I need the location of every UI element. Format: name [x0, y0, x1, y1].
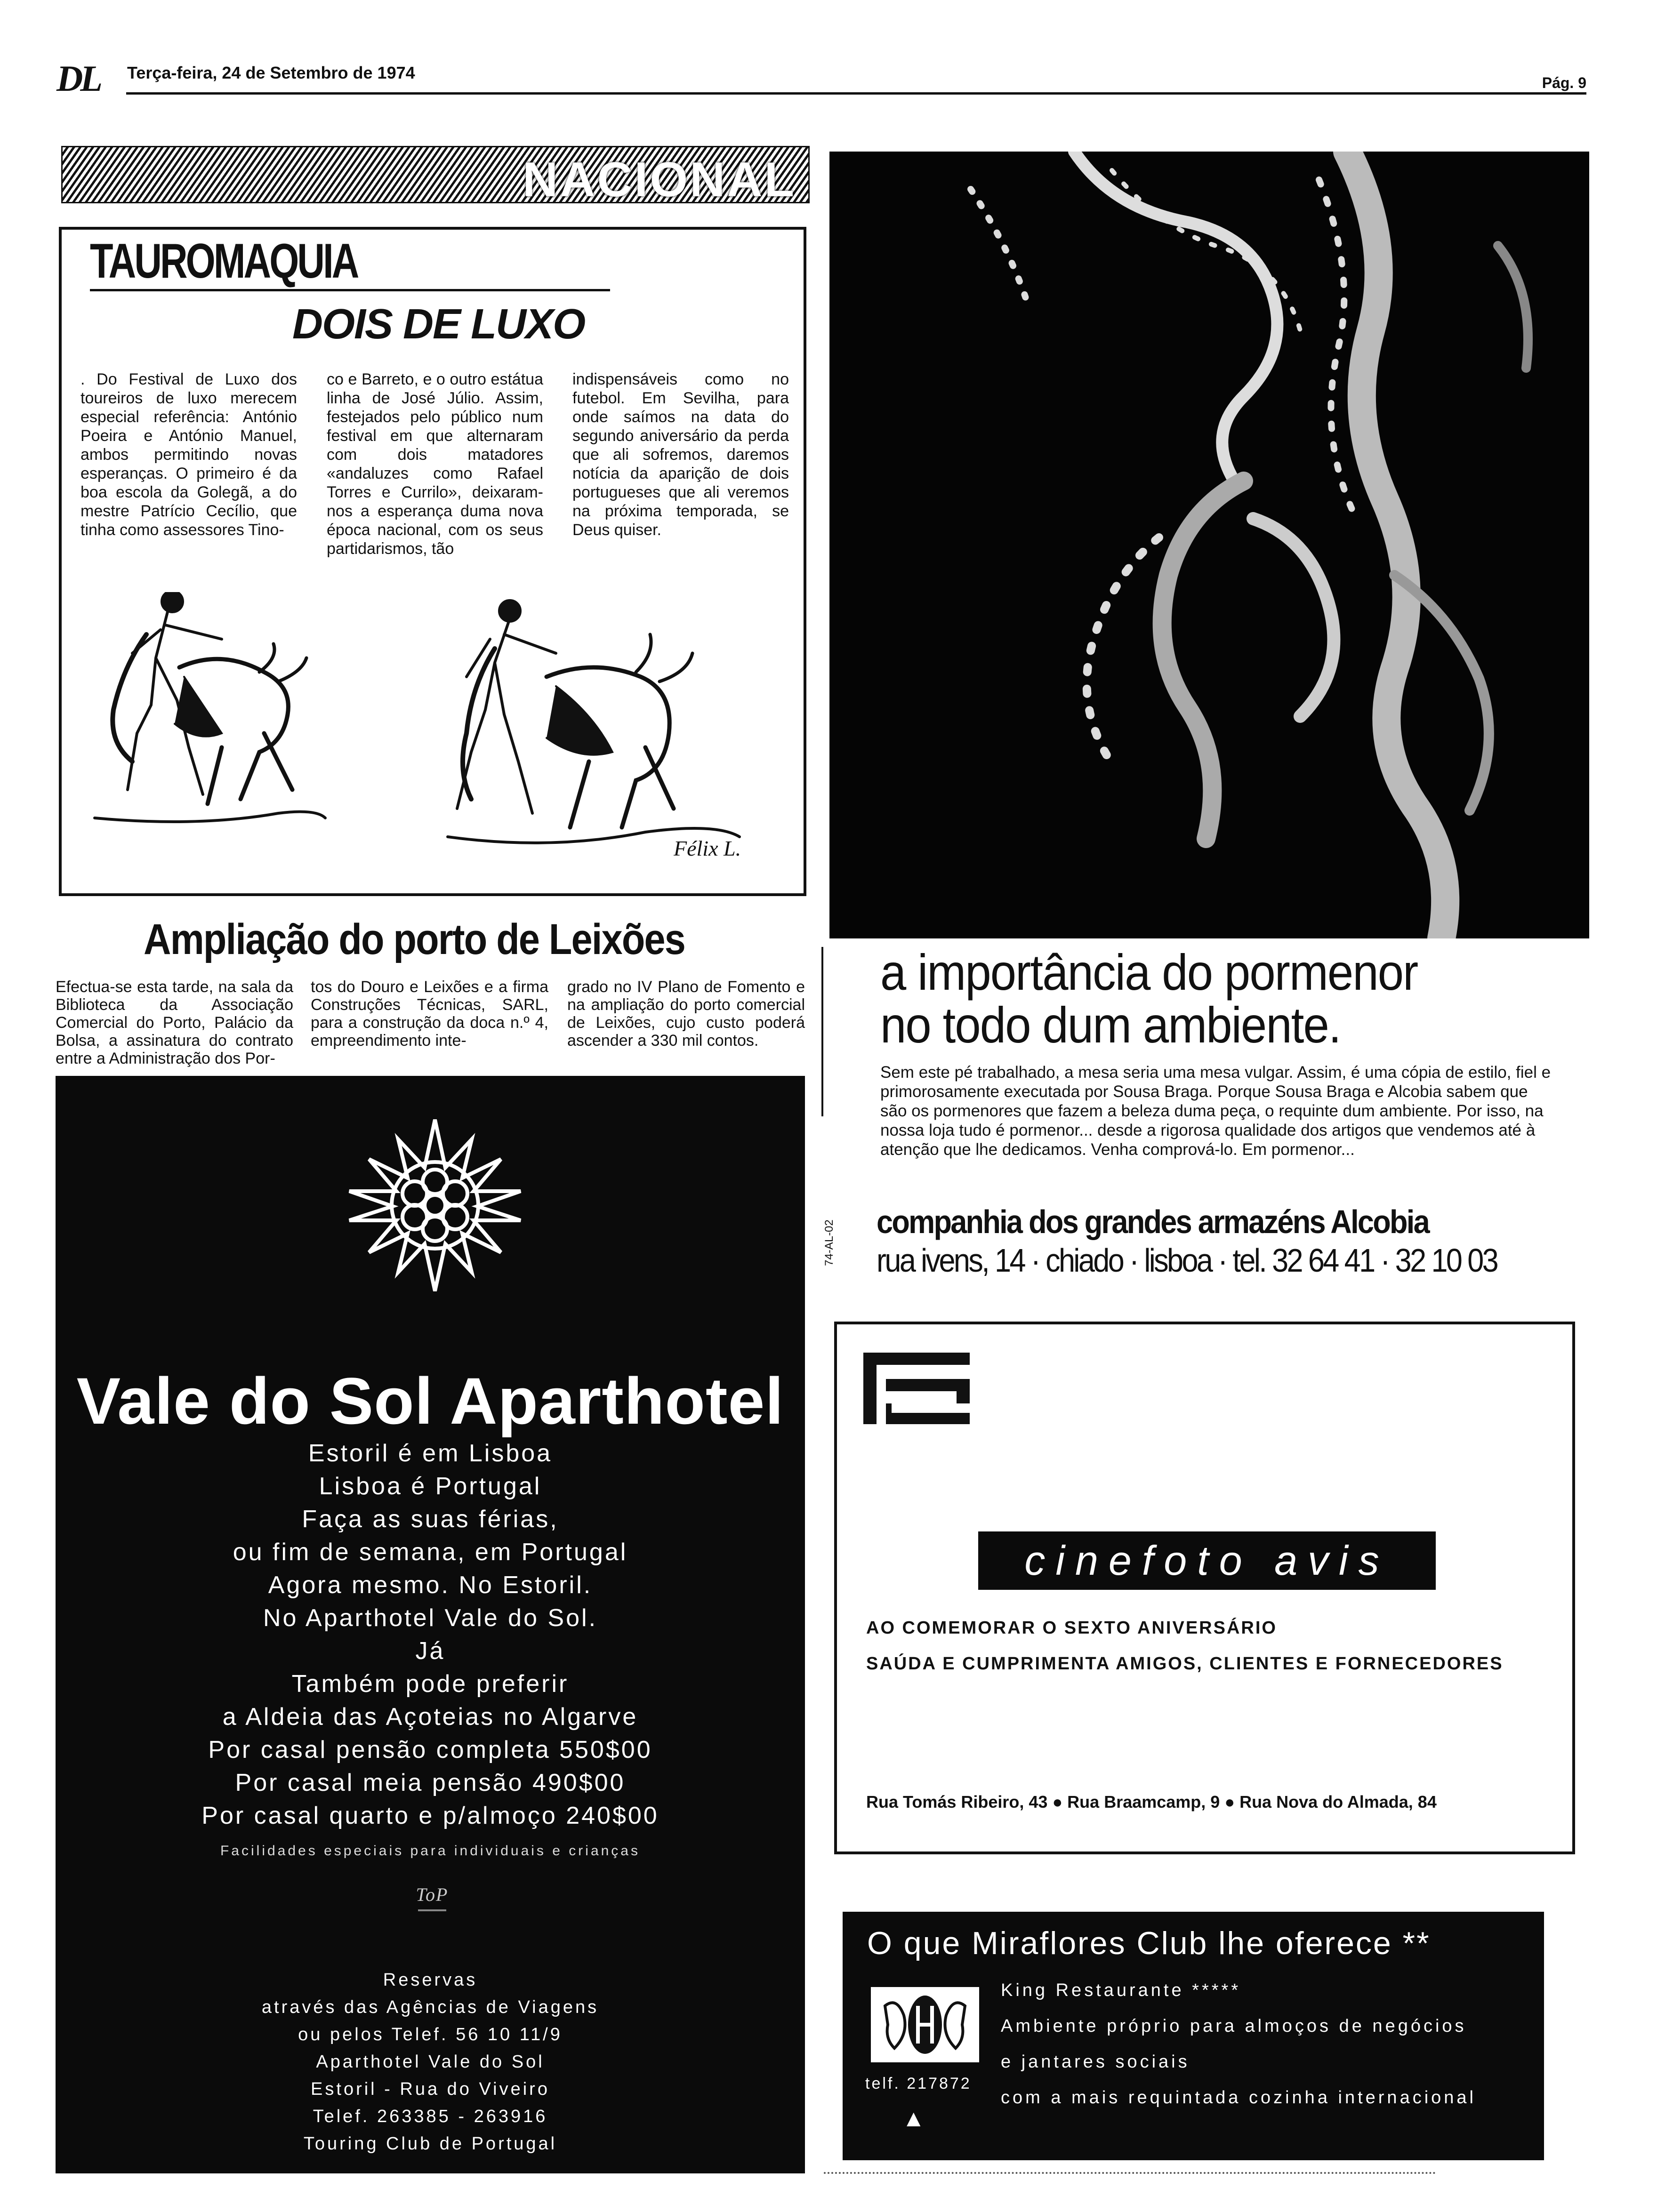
reservas-line: Touring Club de Portugal — [303, 2134, 557, 2154]
leixoes-column-3: grado no IV Plano de Fomento e na ampliação do porto comercial de Leixões, cujo custo poderá ascender a 330 mil contos. — [567, 978, 805, 1050]
cinefoto-line-1: AO COMEMORAR O SEXTO ANIVERSÁRIO — [866, 1618, 1277, 1638]
vds-price-line: Por casal meia pensão 490$00 — [235, 1769, 626, 1796]
page-number: Pág. 9 — [1542, 74, 1586, 91]
reservas-line: ou pelos Telef. 56 10 11/9 — [298, 2025, 563, 2044]
kicker-rule — [90, 289, 610, 291]
alcobia-company: companhia dos grandes armazéns Alcobia — [877, 1203, 1429, 1240]
alcobia-address: rua ivens, 14 · chiado · lisboa · tel. 32 64 41 · 32 10 03 — [877, 1242, 1497, 1279]
article-column-2: co e Barreto, e o outro estátua linha de José Júlio. Assim, festejados pelo público num festival em que alternaram com dois matadores «andaluzes como Rafael Torres e Currilo», deixaram-nos a esperança duma nova época nacional, com os seus partidarismos, tão — [327, 370, 543, 558]
reservas-line: através das Agências de Viagens — [261, 1997, 599, 2017]
reservas-line: Reservas — [383, 1970, 478, 1990]
reservas-line: Telef. 263385 - 263916 — [313, 2107, 548, 2126]
cinefoto-line-2: SAÚDA E CUMPRIMENTA AMIGOS, CLIENTES E FORNECEDORES — [866, 1654, 1504, 1674]
vale-do-sol-title: Vale do Sol Aparthotel — [76, 1364, 784, 1438]
section-label: NACIONAL — [523, 152, 796, 207]
article-title: DOIS DE LUXO — [292, 301, 585, 348]
ad-code: 74-AL-02 — [823, 1219, 836, 1266]
reservas-line: Estoril - Rua do Viveiro — [311, 2079, 550, 2099]
leixoes-headline: Ampliação do porto de Leixões — [144, 915, 685, 963]
miraflores-title: O que Miraflores Club lhe oferece ** — [867, 1925, 1431, 1961]
vds-line: Agora mesmo. No Estoril. — [268, 1571, 593, 1599]
reservas-line: Aparthotel Vale do Sol — [316, 2052, 545, 2072]
vds-line: a Aldeia das Açoteias no Algarve — [222, 1703, 638, 1731]
article-column-3: indispensáveis como no futebol. Em Sevilha, para onde saímos na data do segundo aniversário da perda que ali sofremos, daremos notícia da aparição de dois portugueses que ali veremos na próxima temporada, se Deus quiser. — [572, 370, 789, 539]
sun-flower-icon — [346, 1116, 524, 1295]
header-rule — [126, 92, 1586, 95]
crest-logo-icon — [871, 1987, 979, 2062]
alcobia-headline: a importância do pormenor no todo dum ambiente. — [880, 944, 1418, 1053]
miraflores-line: Ambiente próprio para almoços de negócios — [1001, 2016, 1467, 2036]
cinefoto-logo-icon — [863, 1353, 970, 1424]
vds-price-line: Por casal pensão completa 550$00 — [208, 1736, 652, 1763]
illustration-signature: Félix L. — [674, 836, 741, 860]
miraflores-line: King Restaurante ***** — [1001, 1980, 1241, 2000]
vds-line: Também pode preferir — [291, 1670, 569, 1698]
miraflores-phone: telf. 217872 — [865, 2075, 972, 2092]
cinefoto-name: cinefoto avis — [978, 1531, 1436, 1590]
cinefoto-address: Rua Tomás Ribeiro, 43 ● Rua Braamcamp, 9 ● Rua Nova do Almada, 84 — [866, 1792, 1437, 1811]
tauromaquia-article — [59, 227, 806, 896]
bullfight-illustration — [80, 592, 791, 884]
column-rule — [821, 947, 823, 1116]
vds-line: Estoril é em Lisboa — [308, 1440, 553, 1467]
vds-small-print: Facilidades especiais para individuais e crianças — [220, 1843, 640, 1859]
cinefoto-advertisement — [834, 1322, 1575, 1854]
vds-line: Já — [415, 1637, 445, 1665]
article-kicker: TAUROMAQUIA — [90, 234, 358, 289]
vds-line: No Aparthotel Vale do Sol. — [263, 1604, 598, 1632]
ornate-table-leg-photo — [829, 152, 1589, 938]
print-artifact-dots — [824, 2172, 1436, 2175]
vds-line: Faça as suas férias, — [302, 1506, 559, 1533]
miraflores-advertisement — [843, 1912, 1544, 2160]
leixoes-column-2: tos do Douro e Leixões e a firma Construções Técnicas, SARL, para a construção da doca n.º 4, empreendimento inte- — [311, 978, 548, 1050]
vds-price-line: Por casal quarto e p/almoço 240$00 — [201, 1802, 659, 1829]
vale-do-sol-advertisement — [56, 1076, 805, 2173]
leixoes-column-1: Efectua-se esta tarde, na sala da Biblioteca da Associação Comercial do Porto, Palácio da Bolsa, a assinatura do contrato entre a Administração dos Por- — [56, 978, 293, 1067]
article-column-1: . Do Festival de Luxo dos toureiros de luxo merecem especial referência: António Poeira e António Manuel, ambos permitindo novas esperanças. O primeiro é da boa escola da Golegã, a do mestre Patrício Cecílio, que tinha como assessores Tino- — [80, 370, 297, 539]
arrow-up-icon: ▲ — [902, 2105, 925, 2132]
miraflores-line: com a mais requintada cozinha internacional — [1001, 2088, 1476, 2108]
issue-date: Terça-feira, 24 de Setembro de 1974 — [127, 63, 415, 82]
section-band — [61, 146, 810, 207]
newspaper-logo: DL — [56, 58, 100, 99]
vds-line: Lisboa é Portugal — [319, 1473, 542, 1500]
top-logo: ToP — [404, 1883, 460, 1921]
vds-line: ou fim de semana, em Portugal — [233, 1539, 628, 1566]
alcobia-body: Sem este pé trabalhado, a mesa seria uma mesa vulgar. Assim, é uma cópia de estilo, fiel e primorosamente executada por Sousa Braga. Porque Sousa Braga e Alcobia sabem que são os pormenores que fazem a beleza duma peça, o requinte dum ambiente. Por isso, na nossa loja tudo é pormenor... desde a rigorosa qualidade dos artigos que vendemos até à atenção que lhe dedicamos. Venha comprová-lo. Em pormenor... — [880, 1063, 1551, 1159]
miraflores-line: e jantares sociais — [1001, 2052, 1190, 2072]
